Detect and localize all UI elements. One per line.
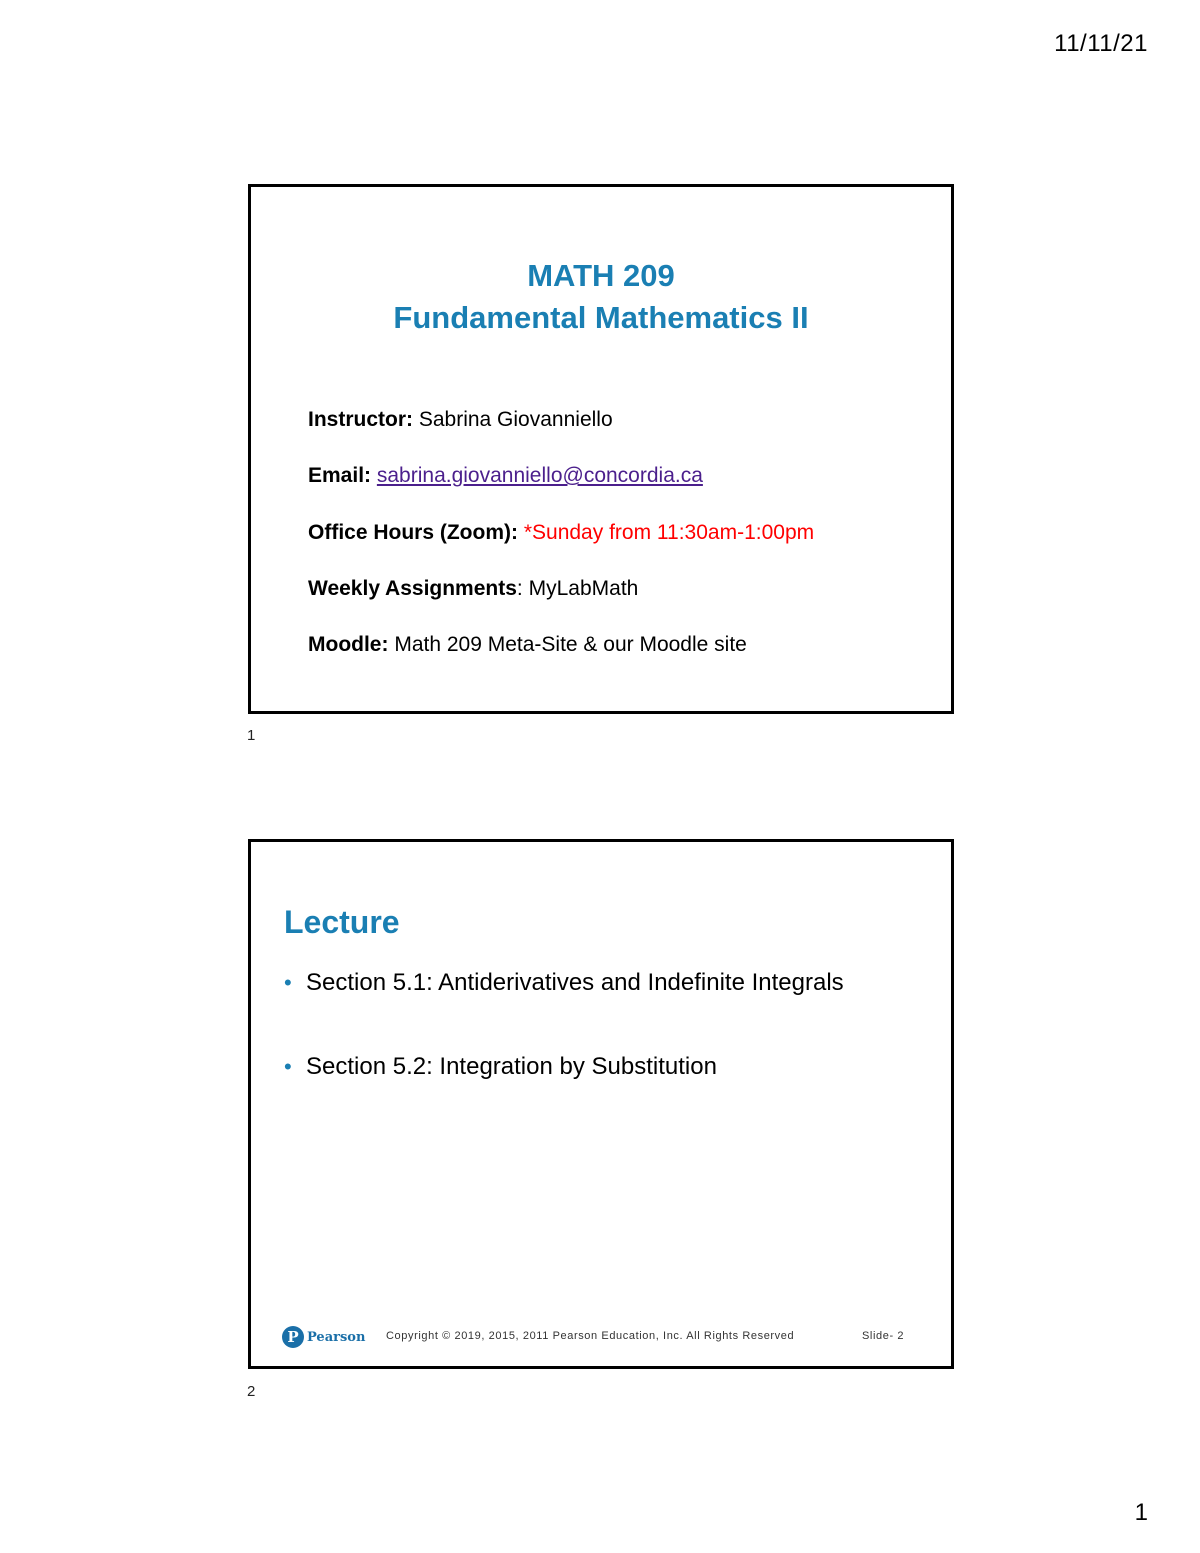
- weekly-assignments-row: [308, 577, 638, 601]
- weekly-assignments-label: Weekly Assignments: [308, 577, 517, 600]
- list-item: [284, 967, 904, 998]
- slide-2-footer: [282, 1326, 922, 1352]
- pearson-mark-icon: P: [282, 1326, 304, 1348]
- list-item-text: Section 5.1: Antiderivatives and Indefinite Integrals: [306, 969, 844, 996]
- email-row: [308, 464, 703, 488]
- lecture-heading: Lecture: [284, 904, 400, 940]
- lecture-section-list: [284, 967, 904, 1082]
- weekly-assignments-value: MyLabMath: [528, 577, 639, 600]
- slide-1-number: 1: [247, 727, 256, 744]
- email-label: Email:: [308, 464, 372, 487]
- slide-2: [248, 839, 954, 1369]
- office-hours-value: *Sunday from 11:30am-1:00pm: [523, 521, 815, 544]
- slide-label: Slide- 2: [862, 1330, 905, 1342]
- page-date: 11/11/21: [1054, 30, 1148, 57]
- instructor-name: Sabrina Giovanniello: [418, 408, 613, 431]
- moodle-row: [308, 633, 747, 657]
- slide-2-number: 2: [247, 1383, 256, 1400]
- page-number: 1: [1134, 1499, 1148, 1526]
- slide-1-title: [251, 255, 951, 339]
- moodle-value: Math 209 Meta-Site & our Moodle site: [394, 633, 747, 656]
- office-hours-row: [308, 521, 814, 545]
- instructor-label: Instructor:: [308, 408, 413, 431]
- email-link[interactable]: sabrina.giovanniello@concordia.ca: [376, 464, 703, 487]
- course-name: Fundamental Mathematics II: [393, 300, 809, 335]
- pearson-wordmark: Pearson: [307, 1329, 366, 1345]
- bullet-icon: •: [284, 970, 292, 995]
- bullet-icon: •: [284, 1054, 292, 1079]
- instructor-row: [308, 408, 613, 432]
- weekly-assignments-colon: :: [516, 577, 523, 600]
- list-item-text: Section 5.2: Integration by Substitution: [306, 1053, 717, 1080]
- copyright-notice: Copyright © 2019, 2015, 2011 Pearson Education, Inc. All Rights Reserved: [386, 1330, 795, 1342]
- office-hours-label: Office Hours (Zoom):: [308, 521, 518, 544]
- list-item: [284, 1051, 904, 1082]
- course-code: MATH 209: [527, 258, 675, 293]
- pearson-logo: [282, 1326, 365, 1348]
- slide-1: [248, 184, 954, 714]
- moodle-label: Moodle:: [308, 633, 389, 656]
